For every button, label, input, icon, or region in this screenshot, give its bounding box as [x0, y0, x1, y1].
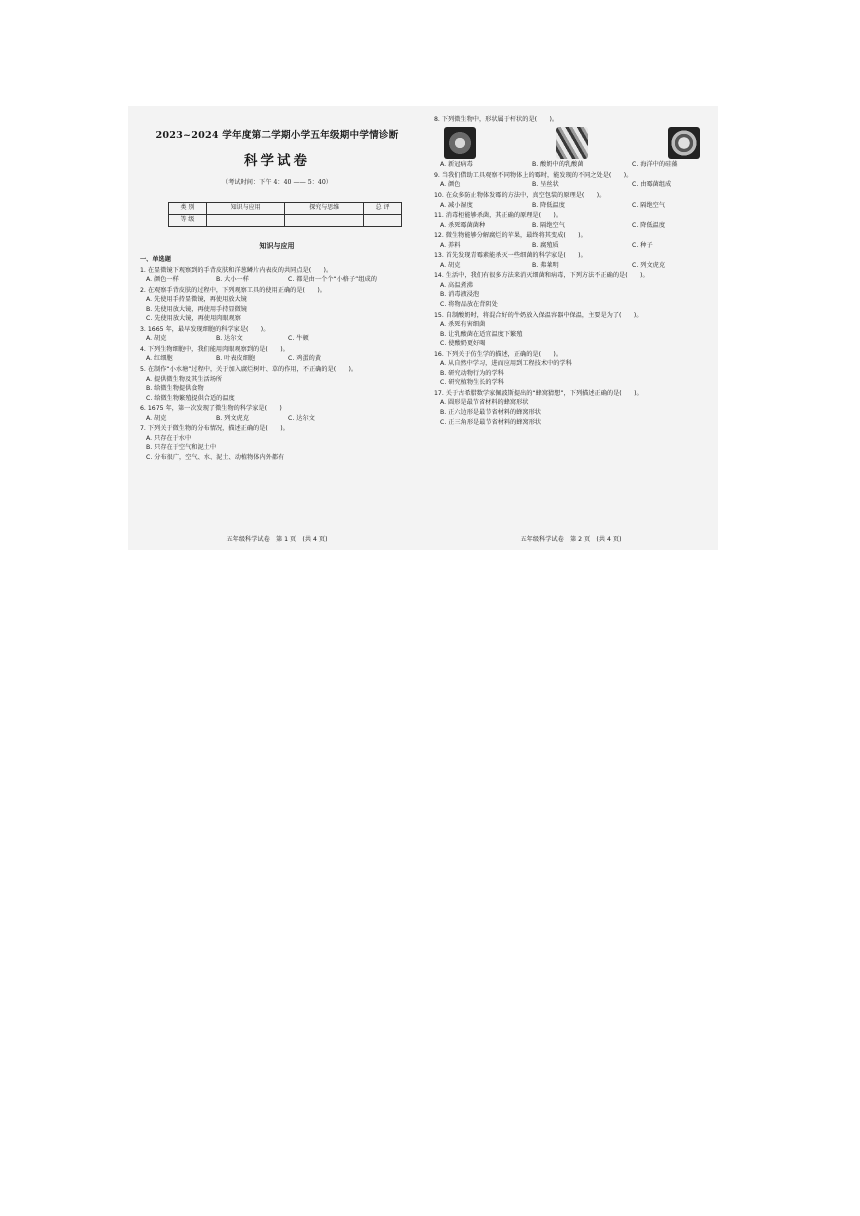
score-table-cell: 知识与应用 [206, 203, 285, 215]
option-b: B. 列文虎克 [216, 414, 249, 422]
scanned-exam-sheet [128, 106, 718, 550]
question-stem: 2. 在观察手背皮肤的过程中，下列观察工具的使用正确的是( )。 [140, 286, 326, 294]
microbe-images [434, 127, 710, 159]
score-table-cell [206, 215, 285, 227]
option-a: A. 圆形是最节省材料的蜂窝形状 [440, 399, 529, 407]
question-16 [434, 351, 710, 388]
question-stem: 15. 自制酸奶时，将混合好的牛奶放入保温容器中保温，主要是为了( )。 [434, 311, 643, 319]
question-5 [140, 366, 416, 403]
exam-time: （考试时间：下午 4：40 —— 5：40） [222, 179, 332, 186]
question-stem: 14. 生活中，我们有很多方法来消灭细菌和病毒，下列方法不正确的是( )。 [434, 272, 649, 280]
question-stem: 13. 首先发现青霉素能杀灭一些细菌的科学家是( )。 [434, 252, 587, 260]
section-title: 知识与应用 [259, 242, 295, 250]
option-c: C. 使酸奶更好喝 [440, 340, 486, 348]
question-7 [140, 425, 416, 462]
option-a: A. 高温煮沸 [440, 281, 473, 289]
option-c: C. 隔绝空气 [632, 201, 666, 209]
question-stem: 3. 1665 年，最早发现细胞的科学家是( )。 [140, 325, 270, 333]
option-b: B. 研究动物行为的学科 [440, 369, 504, 377]
option-c: C. 种子 [632, 241, 653, 249]
option-b: B. 正六边形是最节省材料的蜂窝形状 [440, 409, 541, 417]
option-c: C. 鸡蛋的黄 [288, 355, 322, 363]
question-list-page-2 [434, 116, 710, 429]
lactobacillus-image [556, 127, 588, 159]
option-b: B. 降低温度 [532, 201, 565, 209]
diatom-image [668, 127, 700, 159]
question-11 [434, 212, 710, 230]
answer-options [434, 161, 710, 169]
answer-options [434, 222, 710, 230]
option-c: C. 降低温度 [632, 221, 666, 229]
question-stem: 5. 在制作“小水塘”过程中，关于加入腐烂树叶、草的作用，不正确的是( )。 [140, 366, 358, 374]
option-c: C. 正三角形是最节省材料的蜂窝形状 [440, 418, 542, 426]
question-17 [434, 390, 710, 427]
option-a: A. 只存在于水中 [146, 434, 192, 442]
question-stem: 4. 下列生物细胞中，我们能用肉眼观察到的是( )。 [140, 345, 289, 353]
question-8 [434, 116, 710, 170]
option-a: A. 颜色 [440, 181, 461, 189]
option-b: B. 达尔文 [216, 335, 243, 343]
question-stem: 8. 下列微生物中，形状属于杆状的是( )。 [434, 116, 559, 123]
option-c: C. 给微生物繁殖提供合适的温度 [146, 394, 235, 402]
option-c: C. 分布很广，空气、水、泥土、动植物体内外都有 [146, 453, 285, 461]
exam-title: 2023~2024 学年度第二学期小学五年级期中学情诊断 [155, 130, 399, 141]
subject-title: 科学试卷 [244, 153, 310, 169]
option-b: B. 隔绝空气 [532, 221, 565, 229]
option-c: C. 研究植物生长的学科 [440, 379, 504, 387]
option-b: B. 大小一样 [216, 276, 249, 284]
page-footer: 五年级科学试卷 第 1 页 (共 4 页) [226, 536, 328, 543]
question-stem: 9. 当我们借助工具观察不同物体上的霉时，能发现的不同之处是( )。 [434, 171, 633, 179]
answer-options [140, 415, 416, 423]
question-13 [434, 252, 710, 270]
answer-options [140, 276, 416, 284]
option-a: A. 胡克 [146, 335, 167, 343]
score-table-cell [364, 215, 402, 227]
question-stem: 11. 消毒柜能够杀菌，其正确的原理是( )。 [434, 212, 563, 220]
question-3 [140, 326, 416, 344]
answer-options [434, 242, 710, 250]
virus-image [444, 127, 476, 159]
score-table-cell: 等 级 [169, 215, 207, 227]
exam-page-2 [430, 106, 712, 550]
question-stem: 17. 关于古希腊数学家佩波斯提出的“蜂窝猜想”，下列描述正确的是( )。 [434, 389, 643, 397]
score-table-header-row [169, 203, 402, 215]
option-a: A. 胡克 [440, 261, 461, 269]
score-table-cell: 类 别 [169, 203, 207, 215]
option-a: A. 颜色一样 [146, 276, 179, 284]
score-table-cell [285, 215, 364, 227]
option-c: C. 达尔文 [288, 414, 315, 422]
option-a: A. 提供微生物及其生活场所 [146, 375, 223, 383]
option-c: C. 将物品放在背阴处 [440, 301, 498, 309]
option-c: C. 海洋中的硅藻 [632, 161, 678, 169]
option-c: C. 都是由一个个“小格子”组成的 [288, 276, 377, 284]
answer-options [140, 355, 416, 363]
question-10 [434, 192, 710, 210]
question-2 [140, 287, 416, 324]
question-stem: 6. 1675 年，第一次发现了微生物的科学家是( ) [140, 405, 282, 413]
option-c: C. 先使用放大镜，再使用肉眼观察 [146, 315, 241, 323]
option-b: B. 只存在于空气和泥土中 [146, 444, 217, 452]
option-a: A. 红细胞 [146, 355, 173, 363]
answer-options [434, 202, 710, 210]
option-b: B. 先使用放大镜，再使用手持显微镜 [146, 305, 247, 313]
answer-options [140, 335, 416, 343]
score-table-cell: 总 评 [364, 203, 402, 215]
option-a: A. 从自然中学习，进而应用到工程技术中的学科 [440, 360, 572, 368]
question-15 [434, 312, 710, 349]
option-a: A. 杀死霉菌菌种 [440, 221, 486, 229]
option-b: B. 腐殖质 [532, 241, 559, 249]
option-a: A. 新冠病毒 [440, 161, 473, 169]
option-b: B. 消毒液浸泡 [440, 291, 480, 299]
score-table [168, 202, 402, 227]
option-a: A. 胡克 [146, 414, 167, 422]
question-12 [434, 232, 710, 250]
option-c: C. 牛顿 [288, 335, 309, 343]
question-stem: 7. 下列关于微生物的分布情况，描述正确的是( )。 [140, 425, 289, 433]
option-b: B. 给微生物提供食物 [146, 385, 204, 393]
option-b: B. 叶表皮细胞 [216, 355, 256, 363]
question-4 [140, 346, 416, 364]
question-stem: 12. 微生物能够分解腐烂的苹果，最终将其变成( )。 [434, 232, 587, 240]
answer-options [434, 262, 710, 270]
option-a: A. 先使用手持显微镜，再使用放大镜 [146, 296, 247, 304]
score-table-grade-row [169, 215, 402, 227]
option-c: C. 由霉菌组成 [632, 181, 672, 189]
option-c: C. 列文虎克 [632, 261, 666, 269]
question-14 [434, 272, 710, 309]
question-stem: 1. 在显微镜下观察到的手背皮肤和洋葱鳞片内表皮的共同点是( )。 [140, 266, 333, 274]
score-table-cell: 探究与思维 [285, 203, 364, 215]
page-footer: 五年级科学试卷 第 2 页 (共 4 页) [520, 536, 622, 543]
option-a: A. 杀死有害细菌 [440, 321, 486, 329]
option-a: A. 养料 [440, 241, 461, 249]
question-list-page-1 [140, 256, 416, 464]
option-a: A. 减小湿度 [440, 201, 473, 209]
option-b: B. 弗莱明 [532, 261, 559, 269]
answer-options [434, 181, 710, 189]
option-b: B. 呈丝状 [532, 181, 559, 189]
option-b: B. 酸奶中的乳酸菌 [532, 161, 584, 169]
question-stem: 16. 下列关于仿生学的描述，正确的是( )。 [434, 350, 563, 358]
question-9 [434, 172, 710, 190]
option-b: B. 让乳酸菌在适宜温度下繁殖 [440, 330, 523, 338]
exam-page-1 [136, 106, 418, 550]
part-title: 一、单选题 [140, 256, 171, 263]
question-stem: 10. 在众多防止物体发霉的方法中，真空包装的原理是( )。 [434, 192, 606, 199]
question-6 [140, 405, 416, 423]
question-1 [140, 267, 416, 285]
